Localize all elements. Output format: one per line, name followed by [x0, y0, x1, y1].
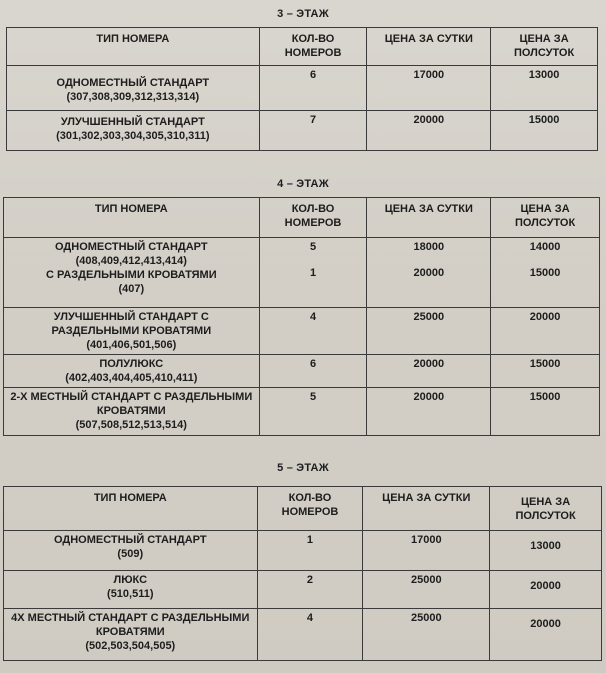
- header-half-price: ЦЕНА ЗА ПОЛСУТОК: [491, 28, 598, 66]
- header-count: КОЛ-ВО НОМЕРОВ: [257, 487, 363, 531]
- half-price: 20000: [490, 571, 602, 609]
- header-day-price: ЦЕНА ЗА СУТКИ: [367, 198, 491, 238]
- floor-4-title: 4 – ЭТАЖ: [277, 178, 329, 190]
- table-row: [4, 609, 602, 661]
- room-type: УЛУЧШЕННЫЙ СТАНДАРТ С РАЗДЕЛЬНЫМИ КРОВАТЯМИ (401,406,501,506): [4, 308, 260, 355]
- header-day-price: ЦЕНА ЗА СУТКИ: [363, 487, 490, 531]
- room-count: 5: [259, 388, 367, 436]
- half-price: 15000: [491, 111, 598, 151]
- room-count: 1: [257, 531, 363, 571]
- room-type: ОДНОМЕСТНЫЙ СТАНДАРТ (509): [4, 531, 258, 571]
- table-row: [7, 111, 598, 151]
- room-type: УЛУЧШЕННЫЙ СТАНДАРТ (301,302,303,304,305,310,311): [7, 111, 260, 151]
- room-type: ОДНОМЕСТНЫЙ СТАНДАРТ (307,308,309,312,313,314): [7, 66, 260, 111]
- day-price: 20000: [367, 388, 491, 436]
- half-price: 15000: [491, 355, 600, 388]
- half-price: 13000: [490, 531, 602, 571]
- half-price: 20000: [490, 609, 602, 661]
- floor-3-title: 3 – ЭТАЖ: [277, 8, 329, 20]
- table-header-row: [7, 28, 598, 66]
- header-type: ТИП НОМЕРА: [4, 198, 260, 238]
- room-count: 6: [259, 66, 367, 111]
- header-day-price: ЦЕНА ЗА СУТКИ: [367, 28, 491, 66]
- room-type: 4Х МЕСТНЫЙ СТАНДАРТ С РАЗДЕЛЬНЫМИ КРОВАТЯМИ (502,503,504,505): [4, 609, 258, 661]
- table-row: [4, 388, 600, 436]
- day-price: 25000: [363, 571, 490, 609]
- floor-5-table: [3, 486, 602, 661]
- day-price: 25000: [363, 609, 490, 661]
- room-count: 2: [257, 571, 363, 609]
- table-header-row: [4, 487, 602, 531]
- table-row: [4, 238, 600, 308]
- header-count: КОЛ-ВО НОМЕРОВ: [259, 28, 367, 66]
- day-price: 25000: [367, 308, 491, 355]
- room-count: 7: [259, 111, 367, 151]
- room-type: ЛЮКС (510,511): [4, 571, 258, 609]
- half-price: 13000: [491, 66, 598, 111]
- half-price: 15000: [491, 388, 600, 436]
- room-count: 4: [259, 308, 367, 355]
- floor-3-table: [6, 27, 598, 151]
- header-type: ТИП НОМЕРА: [4, 487, 258, 531]
- table-row: [4, 571, 602, 609]
- room-type: ПОЛУЛЮКС (402,403,404,405,410,411): [4, 355, 260, 388]
- day-price: 20000: [367, 111, 491, 151]
- room-type: 2-Х МЕСТНЫЙ СТАНДАРТ С РАЗДЕЛЬНЫМИ КРОВАТЯМИ (507,508,512,513,514): [4, 388, 260, 436]
- day-price: 17000: [367, 66, 491, 111]
- room-count: 6: [259, 355, 367, 388]
- room-type: ОДНОМЕСТНЫЙ СТАНДАРТ (408,409,412,413,414) С РАЗДЕЛЬНЫМИ КРОВАТЯМИ (407): [4, 238, 260, 308]
- header-half-price: ЦЕНА ЗА ПОЛСУТОК: [490, 487, 602, 531]
- table-row: [4, 355, 600, 388]
- floor-5-title: 5 – ЭТАЖ: [277, 462, 329, 474]
- day-price: 17000: [363, 531, 490, 571]
- header-half-price: ЦЕНА ЗА ПОЛСУТОК: [491, 198, 600, 238]
- room-count: 4: [257, 609, 363, 661]
- day-price: 20000: [367, 355, 491, 388]
- table-header-row: [4, 198, 600, 238]
- header-count: КОЛ-ВО НОМЕРОВ: [259, 198, 367, 238]
- floor-4-table: [3, 197, 600, 436]
- table-row: [4, 531, 602, 571]
- day-price: 18000 20000: [367, 238, 491, 308]
- half-price: 20000: [491, 308, 600, 355]
- half-price: 14000 15000: [491, 238, 600, 308]
- table-row: [7, 66, 598, 111]
- room-count: 5 1: [259, 238, 367, 308]
- header-type: ТИП НОМЕРА: [7, 28, 260, 66]
- table-row: [4, 308, 600, 355]
